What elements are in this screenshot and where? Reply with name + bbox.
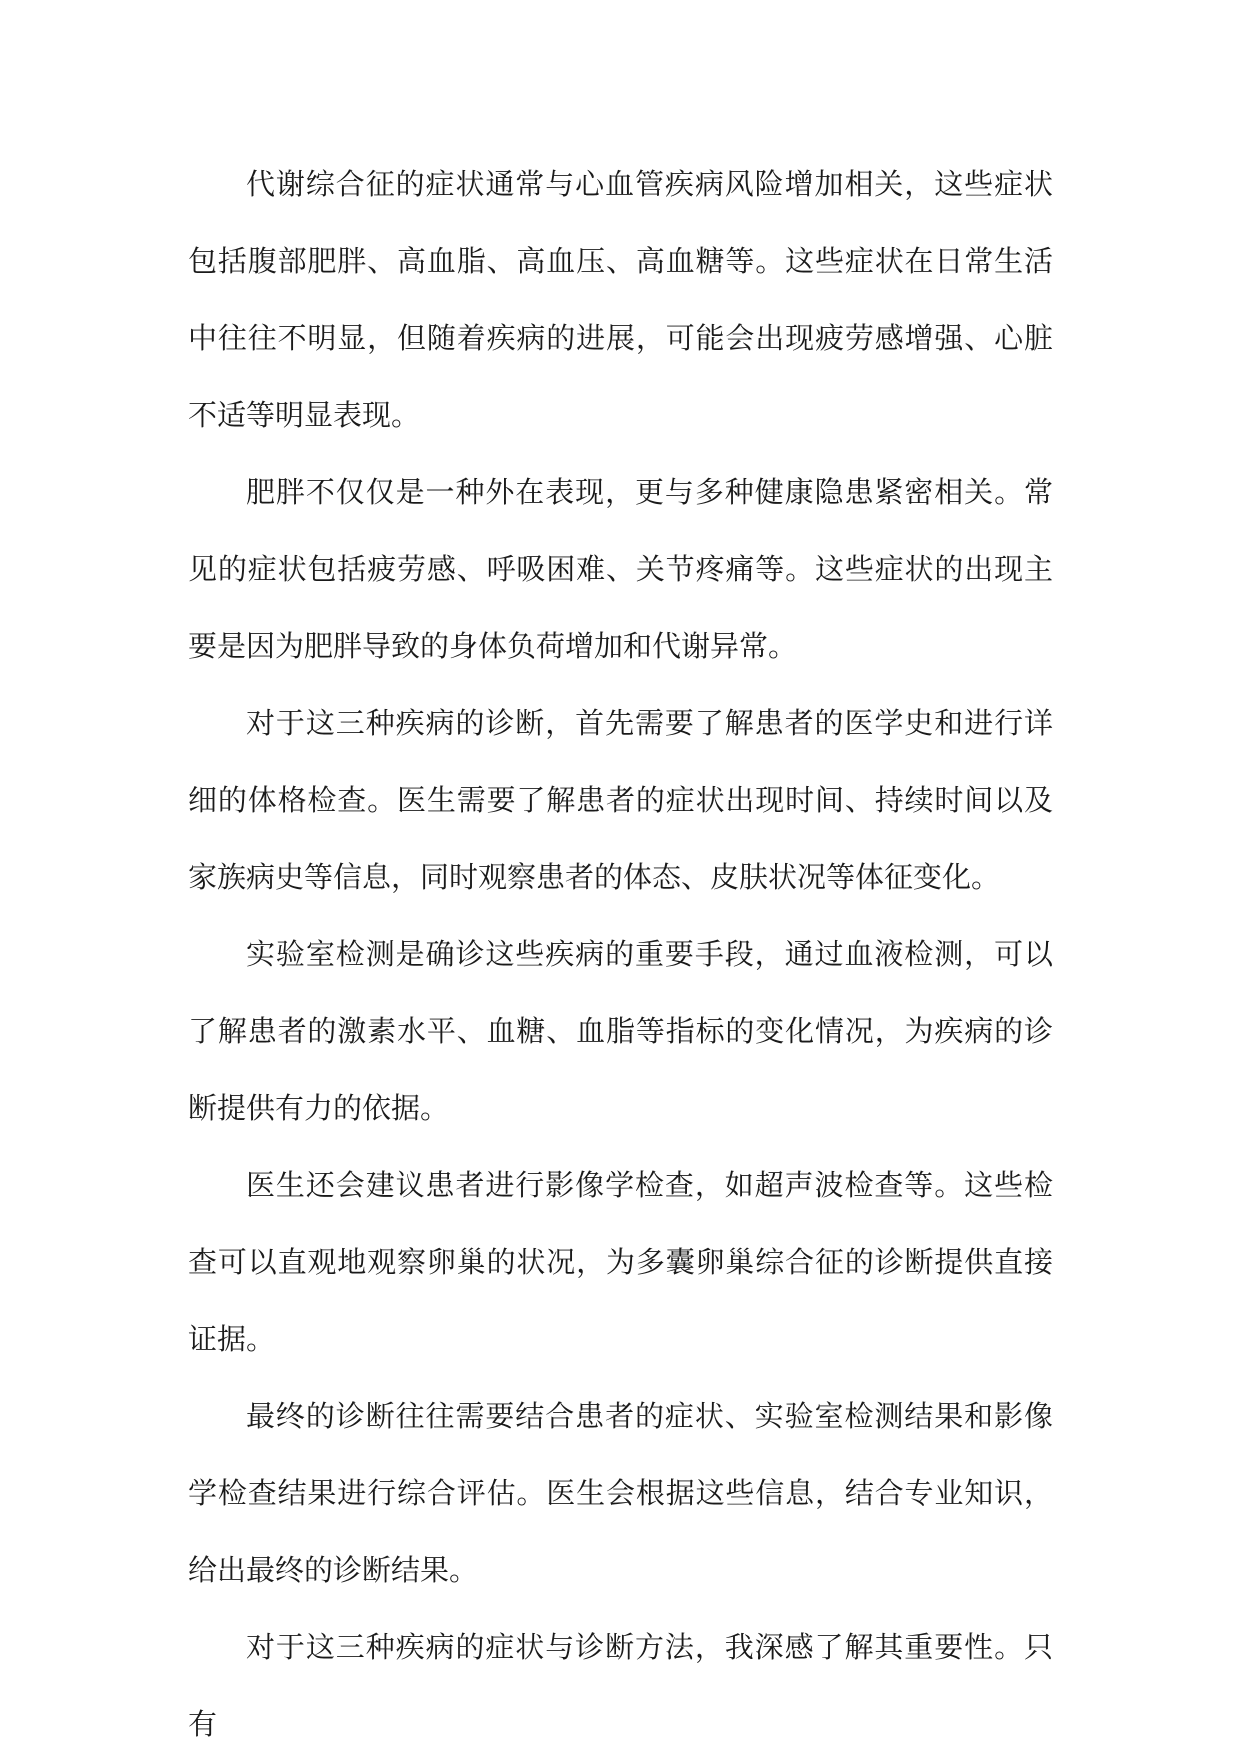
paragraph: 代谢综合征的症状通常与心血管疾病风险增加相关，这些症状包括腹部肥胖、高血脂、高血压、高血糖等。这些症状在日常生活中往往不明显，但随着疾病的进展，可能会出现疲劳感增强、心脏不适等明显表现。 <box>188 167 1053 432</box>
paragraph: 最终的诊断往往需要结合患者的症状、实验室检测结果和影像学检查结果进行综合评估。医生会根据这些信息，结合专业知识，给出最终的诊断结果。 <box>188 1399 1053 1587</box>
body-text <box>188 146 1053 1763</box>
paragraph: 医生还会建议患者进行影像学检查，如超声波检查等。这些检查可以直观地观察卵巢的状况，为多囊卵巢综合征的诊断提供直接证据。 <box>188 1168 1053 1356</box>
paragraph: 对于这三种疾病的诊断，首先需要了解患者的医学史和进行详细的体格检查。医生需要了解患者的症状出现时间、持续时间以及家族病史等信息，同时观察患者的体态、皮肤状况等体征变化。 <box>188 706 1053 894</box>
paragraph: 肥胖不仅仅是一种外在表现，更与多种健康隐患紧密相关。常见的症状包括疲劳感、呼吸困难、关节疼痛等。这些症状的出现主要是因为肥胖导致的身体负荷增加和代谢异常。 <box>188 475 1053 663</box>
paragraph: 实验室检测是确诊这些疾病的重要手段，通过血液检测，可以了解患者的激素水平、血糖、血脂等指标的变化情况，为疾病的诊断提供有力的依据。 <box>188 937 1053 1125</box>
paragraph: 对于这三种疾病的症状与诊断方法，我深感了解其重要性。只有 <box>188 1630 1053 1741</box>
